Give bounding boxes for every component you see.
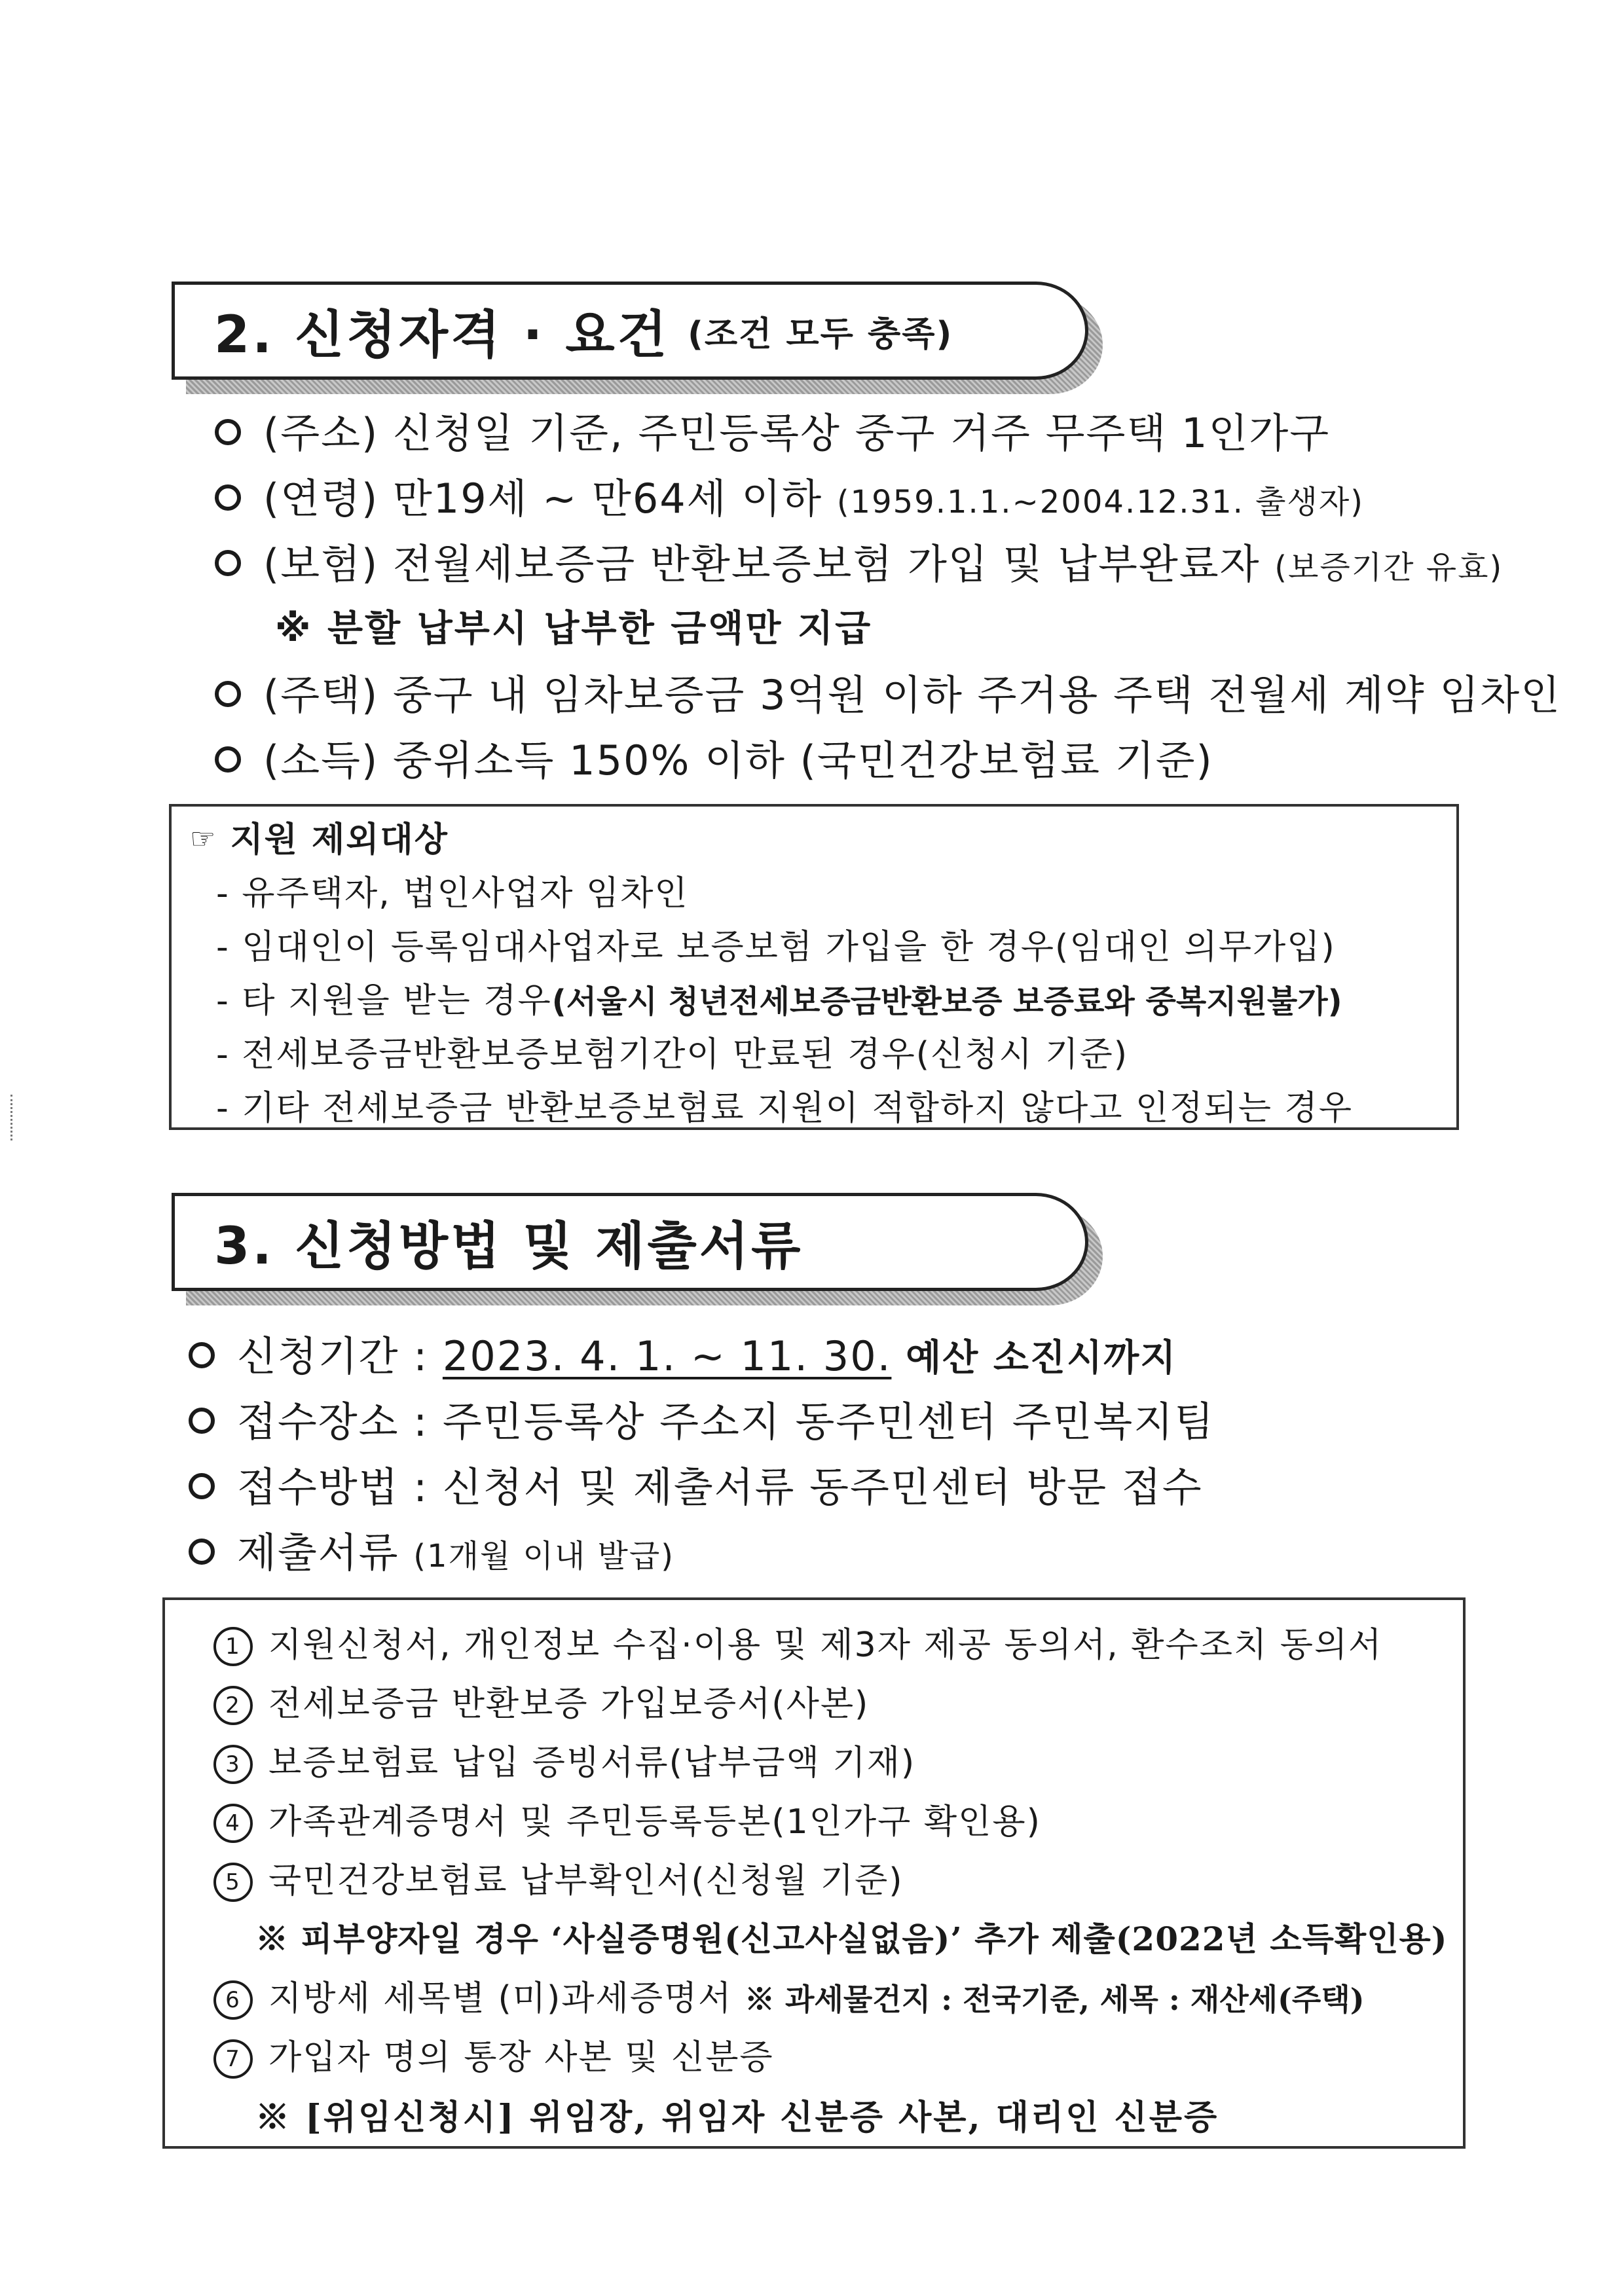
requirement-income: (소득) 중위소득 150% 이하 (국민건강보험료 기준) — [215, 728, 1213, 786]
requirement-age: (연령) 만19세 ~ 만64세 이하 (1959.1.1.~2004.12.31. 출생자) — [215, 466, 1364, 524]
requirement-insurance: (보험) 전월세보증금 반환보증보험 가입 및 납부완료자 (보증기간 유효) — [215, 532, 1503, 590]
proxy-note: ※ [위임신청시] 위임장, 위임자 신분증 사본, 대리인 신분증 — [255, 2098, 1219, 2138]
requirement-address: (주소) 신청일 기준, 주민등록상 중구 거주 무주택 1인가구 — [215, 401, 1330, 459]
reception-place: 접수장소 : 주민등록상 주소지 동주민센터 주민복지팀 — [189, 1389, 1215, 1448]
reception-method: 접수방법 : 신청서 및 제출서류 동주민센터 방문 접수 — [189, 1455, 1203, 1513]
document-item: 5 국민건강보험료 납부확인서(신청월 기준) — [213, 1853, 904, 1904]
circle-bullet-icon — [215, 550, 241, 576]
document-item: 1 지원신청서, 개인정보 수집·이용 및 제3자 제공 동의서, 환수조치 동의서 — [213, 1617, 1382, 1669]
document-item: 2 전세보증금 반환보증 가입보증서(사본) — [213, 1676, 869, 1728]
application-period: 신청기간 : 2023. 4. 1. ~ 11. 30. 예산 소진시까지 — [189, 1324, 1177, 1382]
circled-number-icon: 2 — [213, 1686, 253, 1725]
header-box — [172, 282, 1088, 380]
circle-bullet-icon — [215, 746, 241, 773]
circle-bullet-icon — [215, 681, 241, 707]
document-item: 6 지방세 세목별 (미)과세증명서 ※ 과세물건지 : 전국기준, 세목 : 재산세(주택) — [213, 1971, 1365, 2022]
circle-bullet-icon — [189, 1408, 215, 1434]
exclusion-item: - 임대인이 등록임대사업자로 보증보험 가입을 한 경우(임대인 의무가입) — [216, 928, 1336, 967]
circle-bullet-icon — [189, 1342, 215, 1368]
scan-margin-mark — [10, 1095, 18, 1140]
requirement-housing: (주택) 중구 내 임차보증금 3억원 이하 주거용 주택 전월세 계약 임차인 — [215, 663, 1561, 721]
dependent-note: ※ 피부양자일 경우 ‘사실증명원(신고사실없음)’ 추가 제출(2022년 소득확인용) — [255, 1920, 1448, 1958]
document-item: 3 보증보험료 납입 증빙서류(납부금액 기재) — [213, 1735, 915, 1787]
circled-number-icon: 5 — [213, 1863, 253, 1902]
circled-number-icon: 6 — [213, 1980, 253, 2020]
circled-number-icon: 1 — [213, 1627, 253, 1666]
section3-header — [172, 1193, 1088, 1291]
circle-bullet-icon — [189, 1473, 215, 1499]
exclusion-item: - 유주택자, 법인사업자 임차인 — [216, 874, 689, 913]
section3-title: 3. 신청방법 및 제출서류 — [214, 1217, 803, 1276]
section2-subtitle: (조건 모두 충족) — [688, 314, 953, 354]
required-documents: 제출서류 (1개월 이내 발급) — [189, 1520, 674, 1578]
section2-header — [172, 282, 1088, 380]
circle-bullet-icon — [215, 419, 241, 445]
exclusion-item: - 기타 전세보증금 반환보증보험료 지원이 적합하지 않다고 인정되는 경우 — [216, 1089, 1353, 1128]
circled-number-icon: 4 — [213, 1804, 253, 1843]
circle-bullet-icon — [215, 484, 241, 511]
exclusion-item: - 타 지원을 받는 경우(서울시 청년전세보증금반환보증 보증료와 중복지원불가) — [216, 981, 1342, 1021]
circled-number-icon: 3 — [213, 1745, 253, 1784]
exclusion-item: - 전세보증금반환보증보험기간이 만료된 경우(신청시 기준) — [216, 1035, 1129, 1074]
circle-bullet-icon — [189, 1539, 215, 1565]
pointing-hand-icon: ☞ — [190, 822, 217, 856]
exclusions-title: ☞ 지원 제외대상 — [190, 820, 449, 860]
circled-number-icon: 7 — [213, 2039, 253, 2079]
header-box — [172, 1193, 1088, 1291]
document-item: 7 가입자 명의 통장 사본 및 신분증 — [213, 2030, 774, 2081]
document-item: 4 가족관계증명서 및 주민등록등본(1인가구 확인용) — [213, 1794, 1041, 1846]
section2-title: 2. 신청자격 · 요건 — [214, 306, 670, 365]
installment-note: ※ 분할 납부시 납부한 금액만 지급 — [275, 608, 873, 650]
